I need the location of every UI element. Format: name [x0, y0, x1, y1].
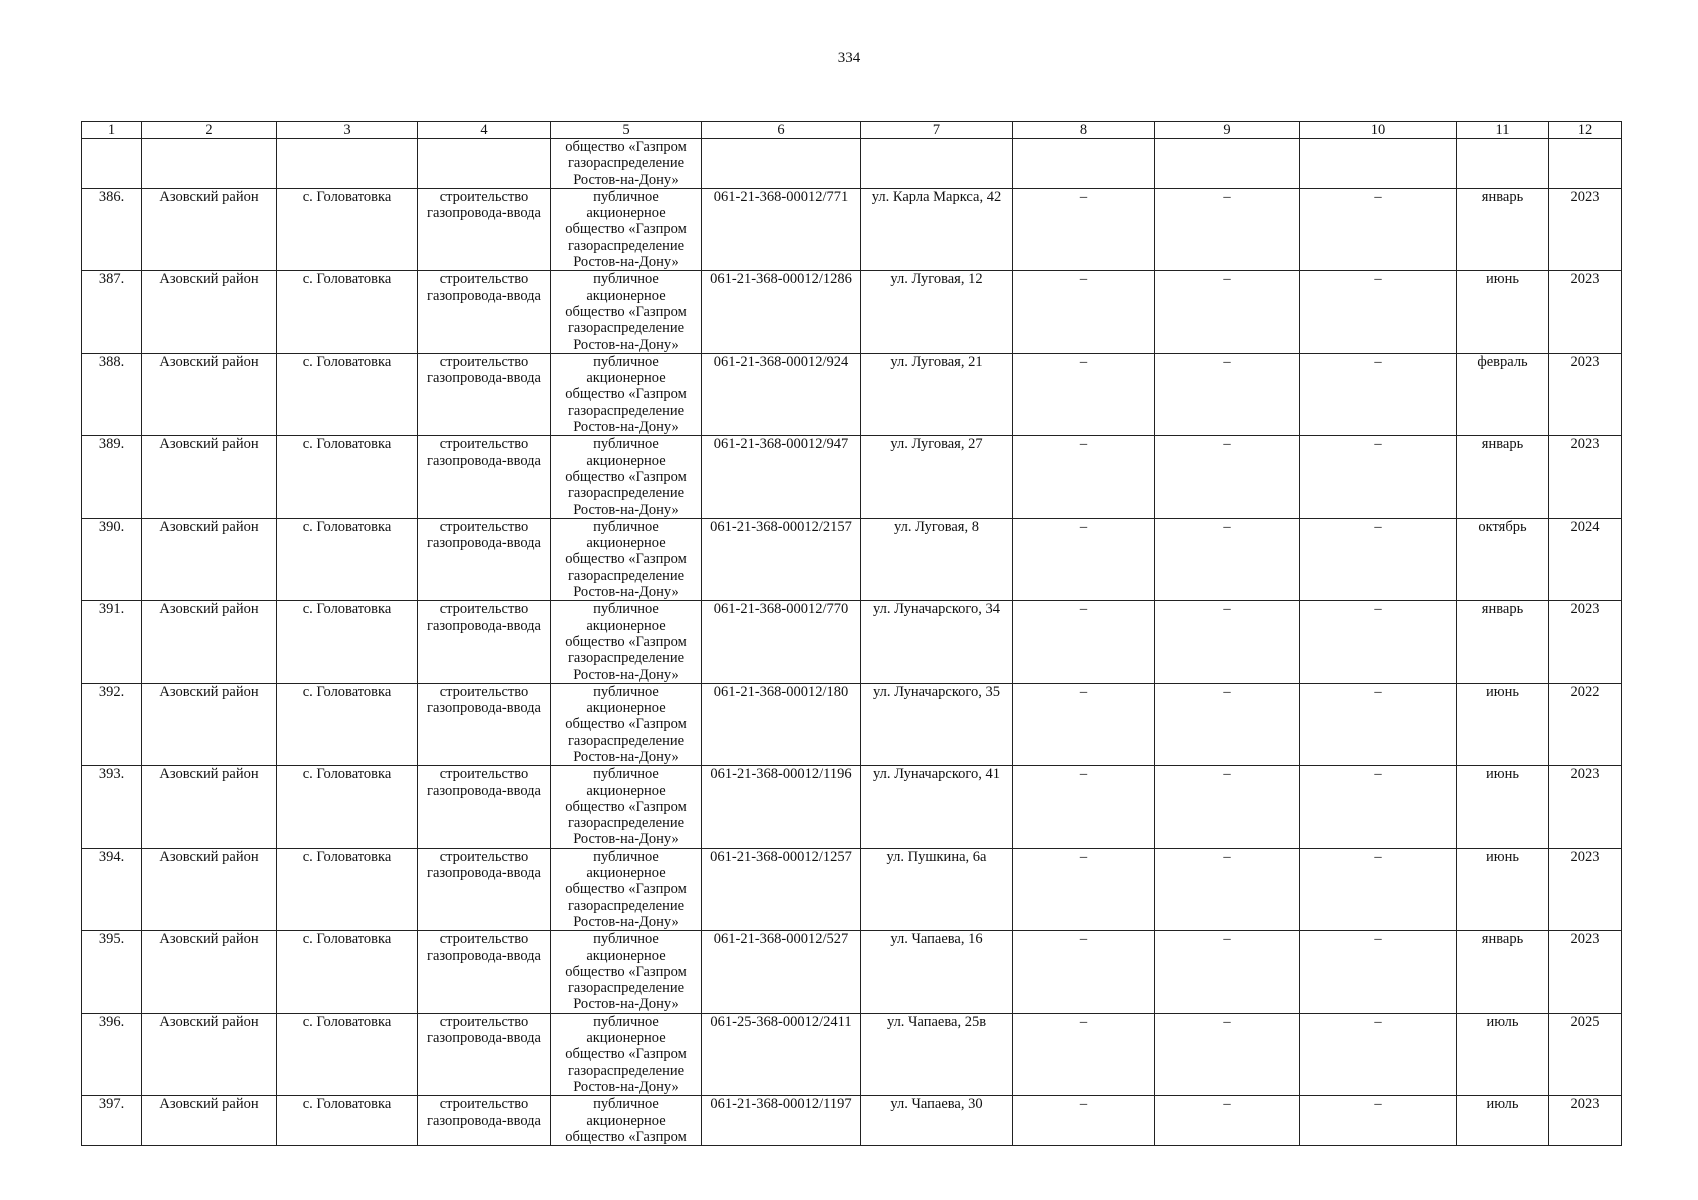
organization-cell: публичное акционерное общество «Газпром газораспределение Ростов-на-Дону»	[551, 601, 702, 683]
organization-cell: публичное акционерное общество «Газпром	[551, 1096, 702, 1146]
work-type-cell: строительство газопровода-ввода	[418, 1013, 551, 1095]
organization-cell: публичное акционерное общество «Газпром газораспределение Ростов-на-Дону»	[551, 271, 702, 353]
row-number-cell: 389.	[82, 436, 142, 518]
row-number-cell: 387.	[82, 271, 142, 353]
work-type-cell: строительство газопровода-ввода	[418, 436, 551, 518]
settlement-cell: с. Головатовка	[277, 1096, 418, 1146]
settlement-cell: с. Головатовка	[277, 683, 418, 765]
table-row	[82, 188, 1622, 270]
table-row	[82, 848, 1622, 930]
address-cell: ул. Луначарского, 41	[861, 766, 1013, 848]
registration-code-cell: 061-21-368-00012/771	[702, 188, 861, 270]
col10-cell: –	[1300, 601, 1457, 683]
col9-cell: –	[1155, 683, 1300, 765]
col8-cell: –	[1013, 1013, 1155, 1095]
col10-cell: –	[1300, 188, 1457, 270]
organization-cell: публичное акционерное общество «Газпром газораспределение Ростов-на-Дону»	[551, 1013, 702, 1095]
col9-cell: –	[1155, 271, 1300, 353]
col10-cell: –	[1300, 931, 1457, 1013]
registration-code-cell: 061-21-368-00012/1196	[702, 766, 861, 848]
work-type-cell: строительство газопровода-ввода	[418, 931, 551, 1013]
table-row	[82, 766, 1622, 848]
column-number: 4	[418, 122, 551, 139]
year-cell: 2023	[1549, 601, 1622, 683]
col9-cell: –	[1155, 436, 1300, 518]
table-row	[82, 271, 1622, 353]
col10-cell: –	[1300, 353, 1457, 435]
organization-cell: публичное акционерное общество «Газпром газораспределение Ростов-на-Дону»	[551, 848, 702, 930]
registration-code-cell: 061-21-368-00012/527	[702, 931, 861, 1013]
organization-cell: общество «Газпром газораспределение Ростов-на-Дону»	[551, 139, 702, 189]
row-number-cell: 391.	[82, 601, 142, 683]
col9-cell: –	[1155, 1096, 1300, 1146]
col9-cell: –	[1155, 188, 1300, 270]
organization-cell: публичное акционерное общество «Газпром газораспределение Ростов-на-Дону»	[551, 931, 702, 1013]
continuation-row	[82, 139, 1622, 189]
table-row	[82, 436, 1622, 518]
work-type-cell: строительство газопровода-ввода	[418, 518, 551, 600]
year-cell: 2023	[1549, 766, 1622, 848]
month-cell: январь	[1457, 931, 1549, 1013]
district-cell: Азовский район	[142, 436, 277, 518]
col8-cell: –	[1013, 766, 1155, 848]
table-row	[82, 683, 1622, 765]
work-type-cell: строительство газопровода-ввода	[418, 601, 551, 683]
column-number: 8	[1013, 122, 1155, 139]
col10-cell: –	[1300, 518, 1457, 600]
col9-cell: –	[1155, 931, 1300, 1013]
settlement-cell: с. Головатовка	[277, 848, 418, 930]
col8-cell: –	[1013, 683, 1155, 765]
column-number: 12	[1549, 122, 1622, 139]
registration-code-cell: 061-21-368-00012/180	[702, 683, 861, 765]
col8-cell: –	[1013, 601, 1155, 683]
settlement-cell: с. Головатовка	[277, 271, 418, 353]
month-cell: октябрь	[1457, 518, 1549, 600]
col10-cell: –	[1300, 271, 1457, 353]
table-row	[82, 601, 1622, 683]
work-type-cell: строительство газопровода-ввода	[418, 353, 551, 435]
work-type-cell: строительство газопровода-ввода	[418, 1096, 551, 1146]
organization-cell: публичное акционерное общество «Газпром газораспределение Ростов-на-Дону»	[551, 766, 702, 848]
column-number-header-row	[82, 122, 1622, 139]
col8-cell: –	[1013, 848, 1155, 930]
row-number-cell: 397.	[82, 1096, 142, 1146]
column-number: 1	[82, 122, 142, 139]
address-cell: ул. Луначарского, 34	[861, 601, 1013, 683]
month-cell: январь	[1457, 436, 1549, 518]
district-cell: Азовский район	[142, 271, 277, 353]
table-body	[82, 139, 1622, 1146]
settlement-cell: с. Головатовка	[277, 188, 418, 270]
registration-code-cell: 061-21-368-00012/924	[702, 353, 861, 435]
organization-cell: публичное акционерное общество «Газпром газораспределение Ростов-на-Дону»	[551, 683, 702, 765]
year-cell: 2023	[1549, 848, 1622, 930]
district-cell: Азовский район	[142, 683, 277, 765]
col8-cell: –	[1013, 353, 1155, 435]
address-cell: ул. Карла Маркса, 42	[861, 188, 1013, 270]
col9-cell: –	[1155, 1013, 1300, 1095]
district-cell: Азовский район	[142, 766, 277, 848]
year-cell: 2022	[1549, 683, 1622, 765]
registration-code-cell: 061-21-368-00012/1197	[702, 1096, 861, 1146]
month-cell: июль	[1457, 1013, 1549, 1095]
organization-cell: публичное акционерное общество «Газпром газораспределение Ростов-на-Дону»	[551, 353, 702, 435]
registration-code-cell: 061-21-368-00012/770	[702, 601, 861, 683]
col10-cell: –	[1300, 683, 1457, 765]
district-cell: Азовский район	[142, 931, 277, 1013]
column-number: 10	[1300, 122, 1457, 139]
district-cell: Азовский район	[142, 518, 277, 600]
col8-cell: –	[1013, 1096, 1155, 1146]
row-number-cell: 390.	[82, 518, 142, 600]
col9-cell: –	[1155, 518, 1300, 600]
year-cell: 2023	[1549, 271, 1622, 353]
district-cell: Азовский район	[142, 601, 277, 683]
col10-cell: –	[1300, 848, 1457, 930]
col8-cell: –	[1013, 188, 1155, 270]
settlement-cell: с. Головатовка	[277, 1013, 418, 1095]
work-type-cell: строительство газопровода-ввода	[418, 848, 551, 930]
work-type-cell: строительство газопровода-ввода	[418, 271, 551, 353]
month-cell: июнь	[1457, 683, 1549, 765]
year-cell: 2023	[1549, 1096, 1622, 1146]
work-type-cell: строительство газопровода-ввода	[418, 683, 551, 765]
settlement-cell: с. Головатовка	[277, 353, 418, 435]
col10-cell: –	[1300, 1013, 1457, 1095]
column-number: 3	[277, 122, 418, 139]
col8-cell: –	[1013, 271, 1155, 353]
district-cell: Азовский район	[142, 1013, 277, 1095]
column-number: 9	[1155, 122, 1300, 139]
row-number-cell: 395.	[82, 931, 142, 1013]
month-cell: февраль	[1457, 353, 1549, 435]
month-cell: июнь	[1457, 848, 1549, 930]
table-row	[82, 518, 1622, 600]
settlement-cell: с. Головатовка	[277, 601, 418, 683]
col10-cell: –	[1300, 436, 1457, 518]
settlement-cell: с. Головатовка	[277, 436, 418, 518]
address-cell: ул. Луговая, 12	[861, 271, 1013, 353]
year-cell: 2023	[1549, 931, 1622, 1013]
table-row	[82, 931, 1622, 1013]
district-cell: Азовский район	[142, 848, 277, 930]
column-number: 6	[702, 122, 861, 139]
address-cell: ул. Чапаева, 16	[861, 931, 1013, 1013]
column-number: 11	[1457, 122, 1549, 139]
registration-code-cell: 061-21-368-00012/947	[702, 436, 861, 518]
col9-cell: –	[1155, 601, 1300, 683]
table-row	[82, 353, 1622, 435]
address-cell: ул. Чапаева, 25в	[861, 1013, 1013, 1095]
table-row	[82, 1013, 1622, 1095]
col8-cell: –	[1013, 436, 1155, 518]
settlement-cell: с. Головатовка	[277, 518, 418, 600]
row-number-cell: 386.	[82, 188, 142, 270]
year-cell: 2023	[1549, 436, 1622, 518]
address-cell: ул. Луначарского, 35	[861, 683, 1013, 765]
registration-code-cell: 061-21-368-00012/1286	[702, 271, 861, 353]
month-cell: июнь	[1457, 271, 1549, 353]
address-cell: ул. Луговая, 8	[861, 518, 1013, 600]
year-cell: 2025	[1549, 1013, 1622, 1095]
column-number: 7	[861, 122, 1013, 139]
register-table	[81, 121, 1622, 1146]
col9-cell: –	[1155, 766, 1300, 848]
address-cell: ул. Пушкина, 6а	[861, 848, 1013, 930]
col8-cell: –	[1013, 518, 1155, 600]
organization-cell: публичное акционерное общество «Газпром газораспределение Ростов-на-Дону»	[551, 518, 702, 600]
address-cell: ул. Луговая, 21	[861, 353, 1013, 435]
organization-cell: публичное акционерное общество «Газпром газораспределение Ростов-на-Дону»	[551, 436, 702, 518]
page-number: 334	[837, 50, 861, 66]
year-cell: 2023	[1549, 188, 1622, 270]
work-type-cell: строительство газопровода-ввода	[418, 766, 551, 848]
col9-cell: –	[1155, 848, 1300, 930]
month-cell: январь	[1457, 188, 1549, 270]
month-cell: июнь	[1457, 766, 1549, 848]
year-cell: 2023	[1549, 353, 1622, 435]
col10-cell: –	[1300, 1096, 1457, 1146]
column-number: 2	[142, 122, 277, 139]
row-number-cell: 396.	[82, 1013, 142, 1095]
address-cell: ул. Луговая, 27	[861, 436, 1013, 518]
row-number-cell: 392.	[82, 683, 142, 765]
registration-code-cell: 061-21-368-00012/1257	[702, 848, 861, 930]
district-cell: Азовский район	[142, 1096, 277, 1146]
registration-code-cell: 061-25-368-00012/2411	[702, 1013, 861, 1095]
year-cell: 2024	[1549, 518, 1622, 600]
district-cell: Азовский район	[142, 353, 277, 435]
month-cell: июль	[1457, 1096, 1549, 1146]
organization-cell: публичное акционерное общество «Газпром газораспределение Ростов-на-Дону»	[551, 188, 702, 270]
work-type-cell: строительство газопровода-ввода	[418, 188, 551, 270]
col8-cell: –	[1013, 931, 1155, 1013]
settlement-cell: с. Головатовка	[277, 931, 418, 1013]
col10-cell: –	[1300, 766, 1457, 848]
row-number-cell: 393.	[82, 766, 142, 848]
col9-cell: –	[1155, 353, 1300, 435]
column-number: 5	[551, 122, 702, 139]
district-cell: Азовский район	[142, 188, 277, 270]
registration-code-cell: 061-21-368-00012/2157	[702, 518, 861, 600]
row-number-cell: 394.	[82, 848, 142, 930]
address-cell: ул. Чапаева, 30	[861, 1096, 1013, 1146]
settlement-cell: с. Головатовка	[277, 766, 418, 848]
row-number-cell: 388.	[82, 353, 142, 435]
table-row	[82, 1096, 1622, 1146]
month-cell: январь	[1457, 601, 1549, 683]
